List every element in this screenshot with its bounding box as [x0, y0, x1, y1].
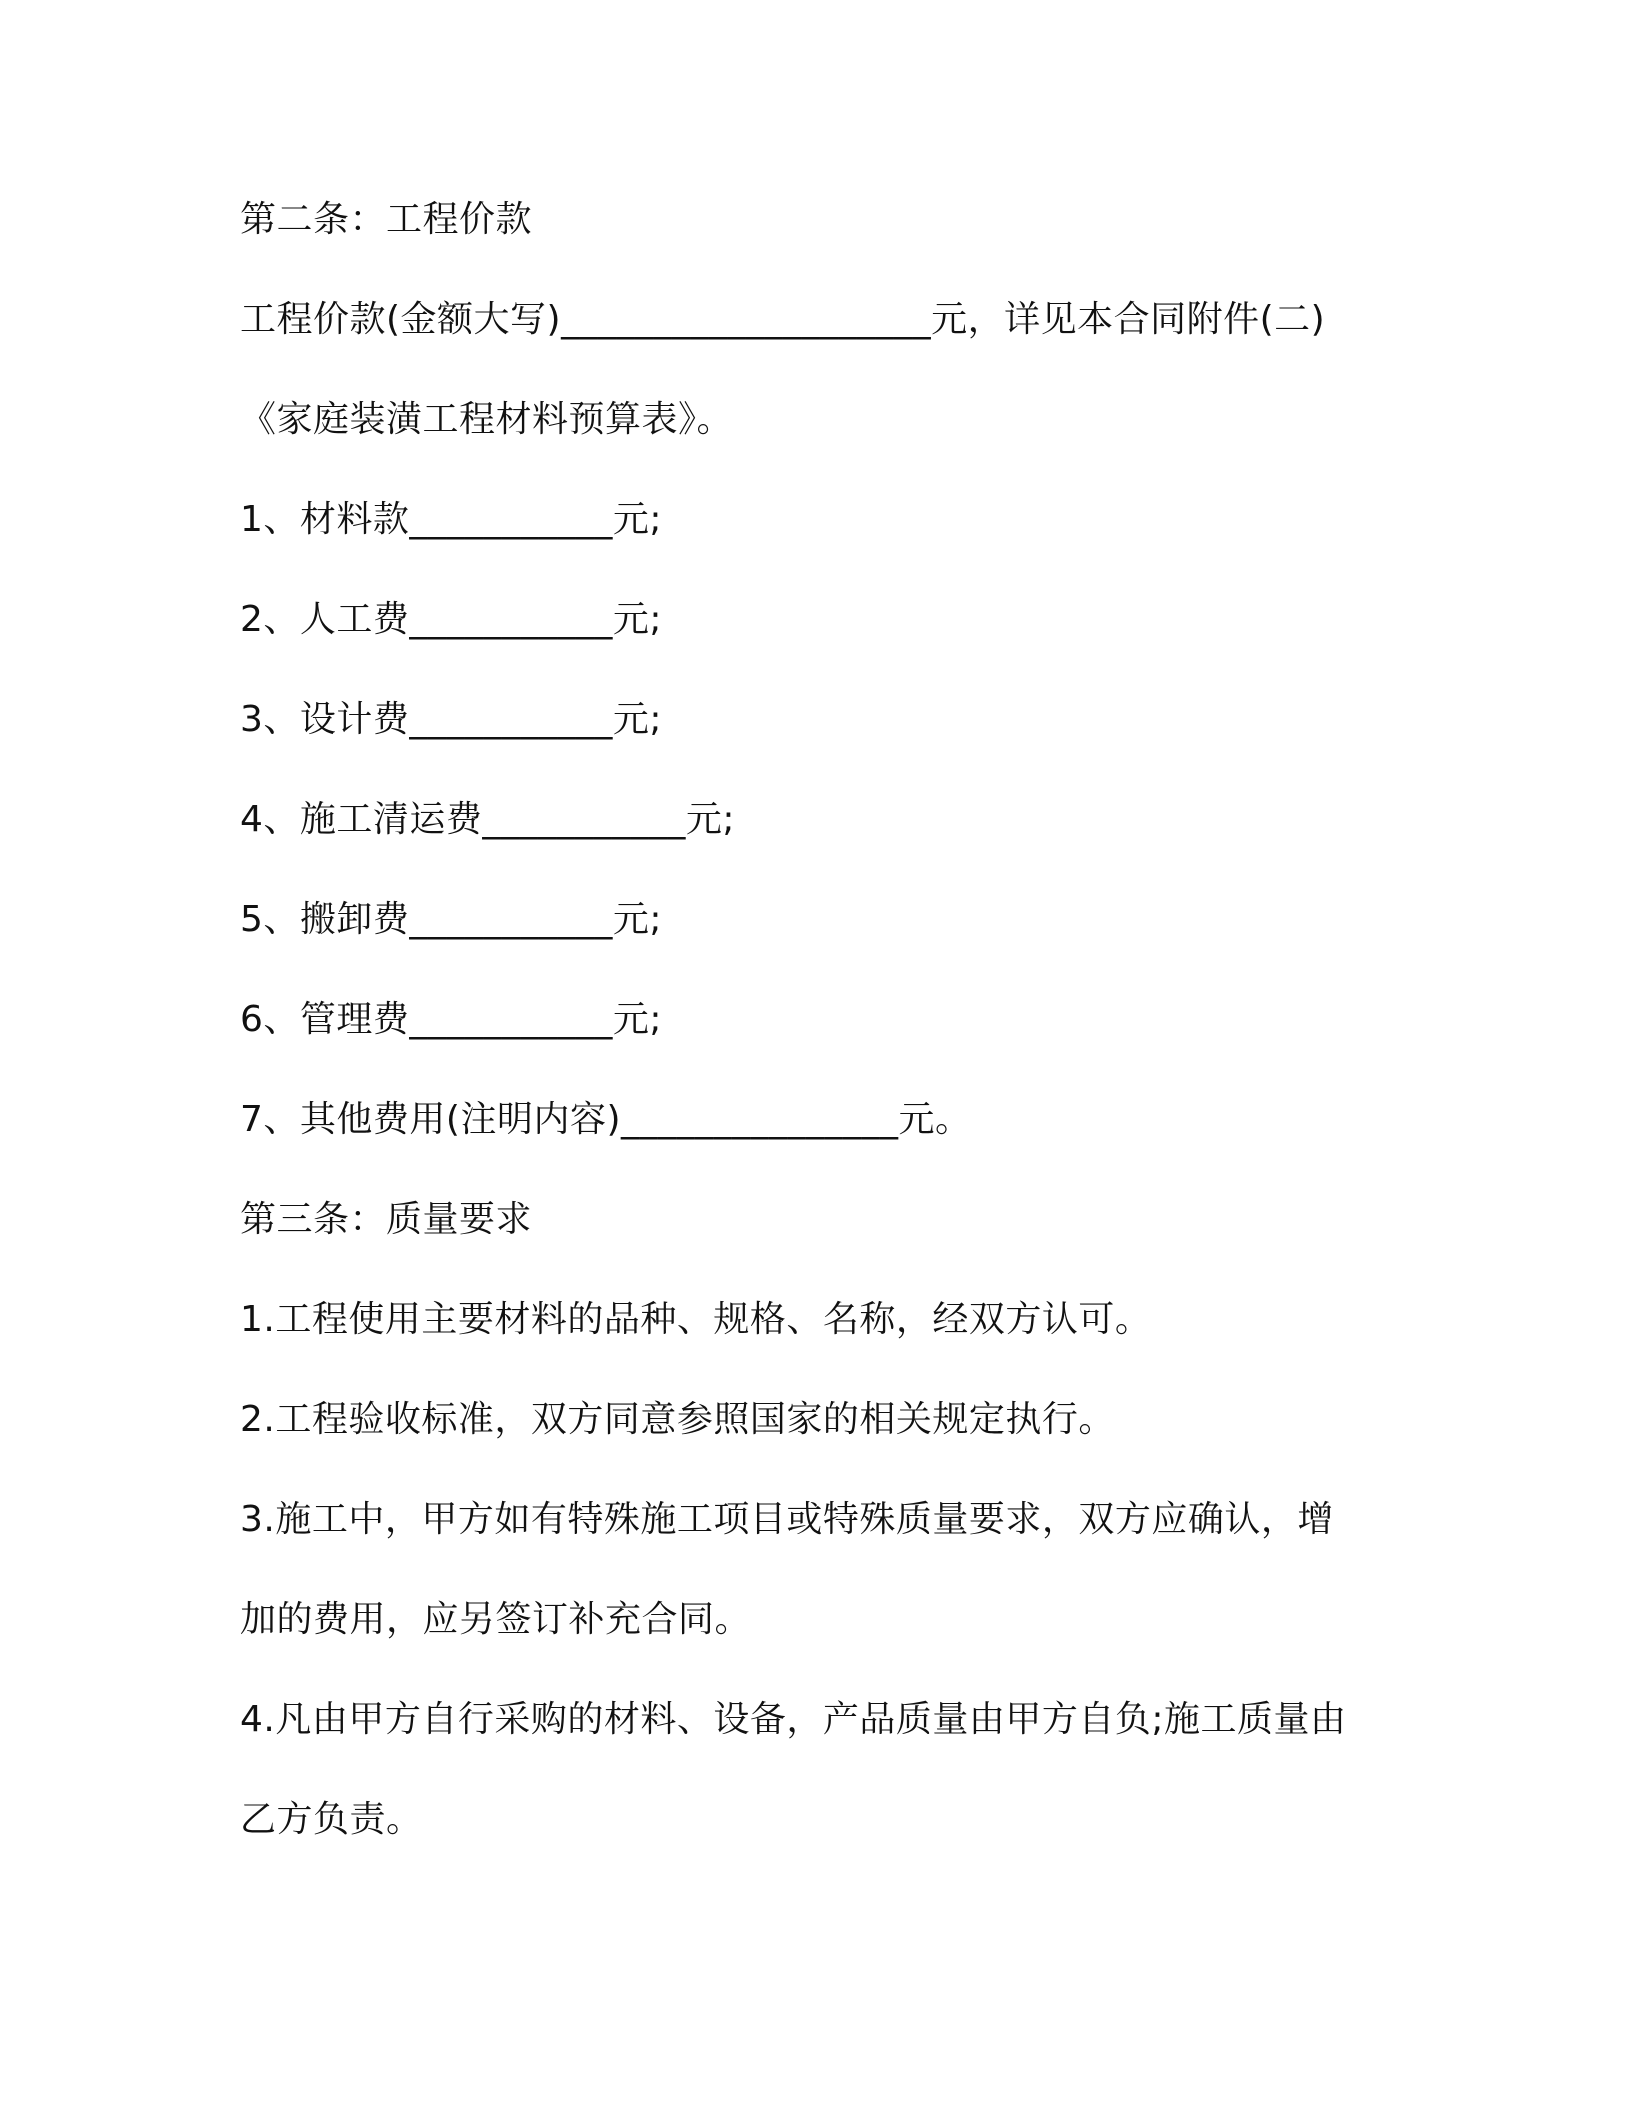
fee-item-materials: 1、材料款___________元; — [240, 499, 663, 540]
fee-item-cleanup: 4、施工清运费___________元; — [240, 799, 736, 840]
section-2-heading: 第二条：工程价款 — [240, 199, 533, 240]
section-3-heading: 第三条：质量要求 — [240, 1199, 533, 1240]
fee-item-other: 7、其他费用(注明内容)_______________元。 — [240, 1099, 972, 1140]
quality-clause-1: 1.工程使用主要材料的品种、规格、名称，经双方认可。 — [240, 1299, 1152, 1340]
quality-clause-2: 2.工程验收标准，双方同意参照国家的相关规定执行。 — [240, 1399, 1115, 1440]
fee-item-moving: 5、搬卸费___________元; — [240, 899, 663, 940]
price-line: 工程价款(金额大写)____________________元，详见本合同附件(二) — [240, 299, 1326, 340]
fee-item-labor: 2、人工费___________元; — [240, 599, 663, 640]
quality-clause-3: 3.施工中，甲方如有特殊施工项目或特殊质量要求，双方应确认，增 — [240, 1499, 1334, 1540]
fee-item-management: 6、管理费___________元; — [240, 999, 663, 1040]
quality-clause-4: 4.凡由甲方自行采购的材料、设备，产品质量由甲方自负;施工质量由 — [240, 1699, 1347, 1740]
fee-item-design: 3、设计费___________元; — [240, 699, 663, 740]
quality-clause-4-cont: 乙方负责。 — [240, 1799, 423, 1840]
price-line-continuation: 《家庭装潢工程材料预算表》。 — [240, 399, 734, 440]
quality-clause-3-cont: 加的费用，应另签订补充合同。 — [240, 1599, 752, 1640]
